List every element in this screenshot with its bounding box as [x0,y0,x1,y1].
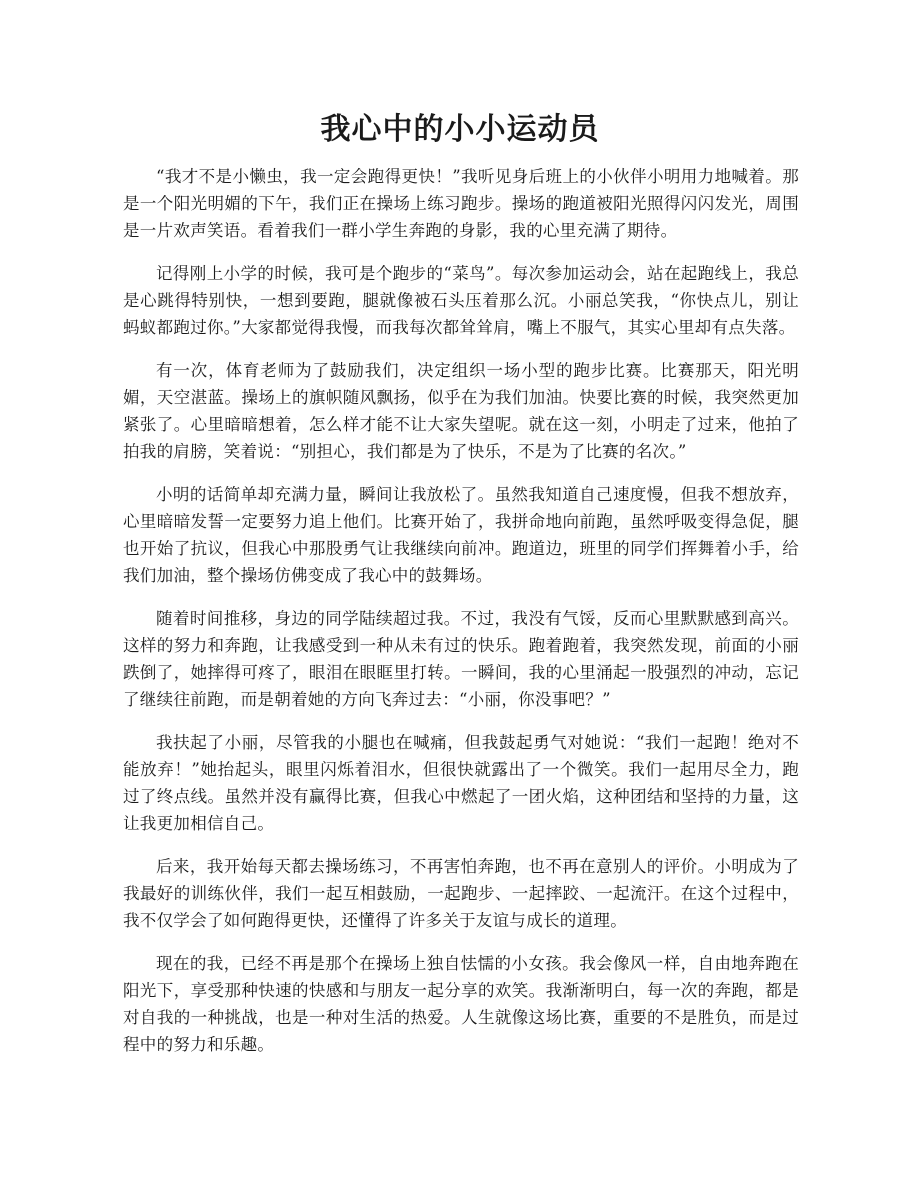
paragraph-7: 后来，我开始每天都去操场练习，不再害怕奔跑，也不再在意别人的评价。小明成为了我最好的训练伙伴，我们一起互相鼓励，一起跑步、一起摔跤、一起流汗。在这个过程中，我不仅学会了如何跑得更快，还懂得了许多关于友谊与成长的道理。 [123,857,799,930]
document-title: 我心中的小小运动员 [320,112,600,147]
document-body [123,163,799,1074]
paragraph-2: 记得刚上小学的时候，我可是个跑步的“菜鸟”。每次参加运动会，站在起跑线上，我总是心跳得特别快，一想到要跑，腿就像被石头压着那么沉。小丽总笑我，“你快点儿，别让蚂蚁都跑过你。”大家都觉得我慢，而我每次都耸耸肩，嘴上不服气，其实心里却有点失落。 [123,264,799,337]
paragraph-1: “我才不是小懒虫，我一定会跑得更快！”我听见身后班上的小伙伴小明用力地喊着。那是一个阳光明媚的下午，我们正在操场上练习跑步。操场的跑道被阳光照得闪闪发光，周围是一片欢声笑语。看着我们一群小学生奔跑的身影，我的心里充满了期待。 [123,167,799,240]
paragraph-4: 小明的话简单却充满力量，瞬间让我放松了。虽然我知道自己速度慢，但我不想放弃，心里暗暗发誓一定要努力追上他们。比赛开始了，我拼命地向前跑，虽然呼吸变得急促，腿也开始了抗议，但我心中那股勇气让我继续向前冲。跑道边，班里的同学们挥舞着小手，给我们加油，整个操场仿佛变成了我心中的鼓舞场。 [123,485,799,585]
paragraph-6: 我扶起了小丽，尽管我的小腿也在喊痛，但我鼓起勇气对她说：“我们一起跑！绝对不能放弃！”她抬起头，眼里闪烁着泪水，但很快就露出了一个微笑。我们一起用尽全力，跑过了终点线。虽然并没有赢得比赛，但我心中燃起了一团火焰，这种团结和坚持的力量，这让我更加相信自己。 [123,733,799,833]
paragraph-8: 现在的我，已经不再是那个在操场上独自怯懦的小女孩。我会像风一样，自由地奔跑在阳光下，享受那种快速的快感和与朋友一起分享的欢笑。我渐渐明白，每一次的奔跑，都是对自我的一种挑战，也是一种对生活的热爱。人生就像这场比赛，重要的不是胜负，而是过程中的努力和乐趣。 [123,954,799,1054]
paragraph-5: 随着时间推移，身边的同学陆续超过我。不过，我没有气馁，反而心里默默感到高兴。这样的努力和奔跑，让我感受到一种从未有过的快乐。跑着跑着，我突然发现，前面的小丽跌倒了，她摔得可疼了，眼泪在眼眶里打转。一瞬间，我的心里涌起一股强烈的冲动，忘记了继续往前跑，而是朝着她的方向飞奔过去：“小丽，你没事吧？” [123,609,799,709]
paragraph-3: 有一次，体育老师为了鼓励我们，决定组织一场小型的跑步比赛。比赛那天，阳光明媚，天空湛蓝。操场上的旗帜随风飘扬，似乎在为我们加油。快要比赛的时候，我突然更加紧张了。心里暗暗想着，怎么样才能不让大家失望呢。就在这一刻，小明走了过来，他拍了拍我的肩膀，笑着说：“别担心，我们都是为了快乐，不是为了比赛的名次。” [123,361,799,461]
